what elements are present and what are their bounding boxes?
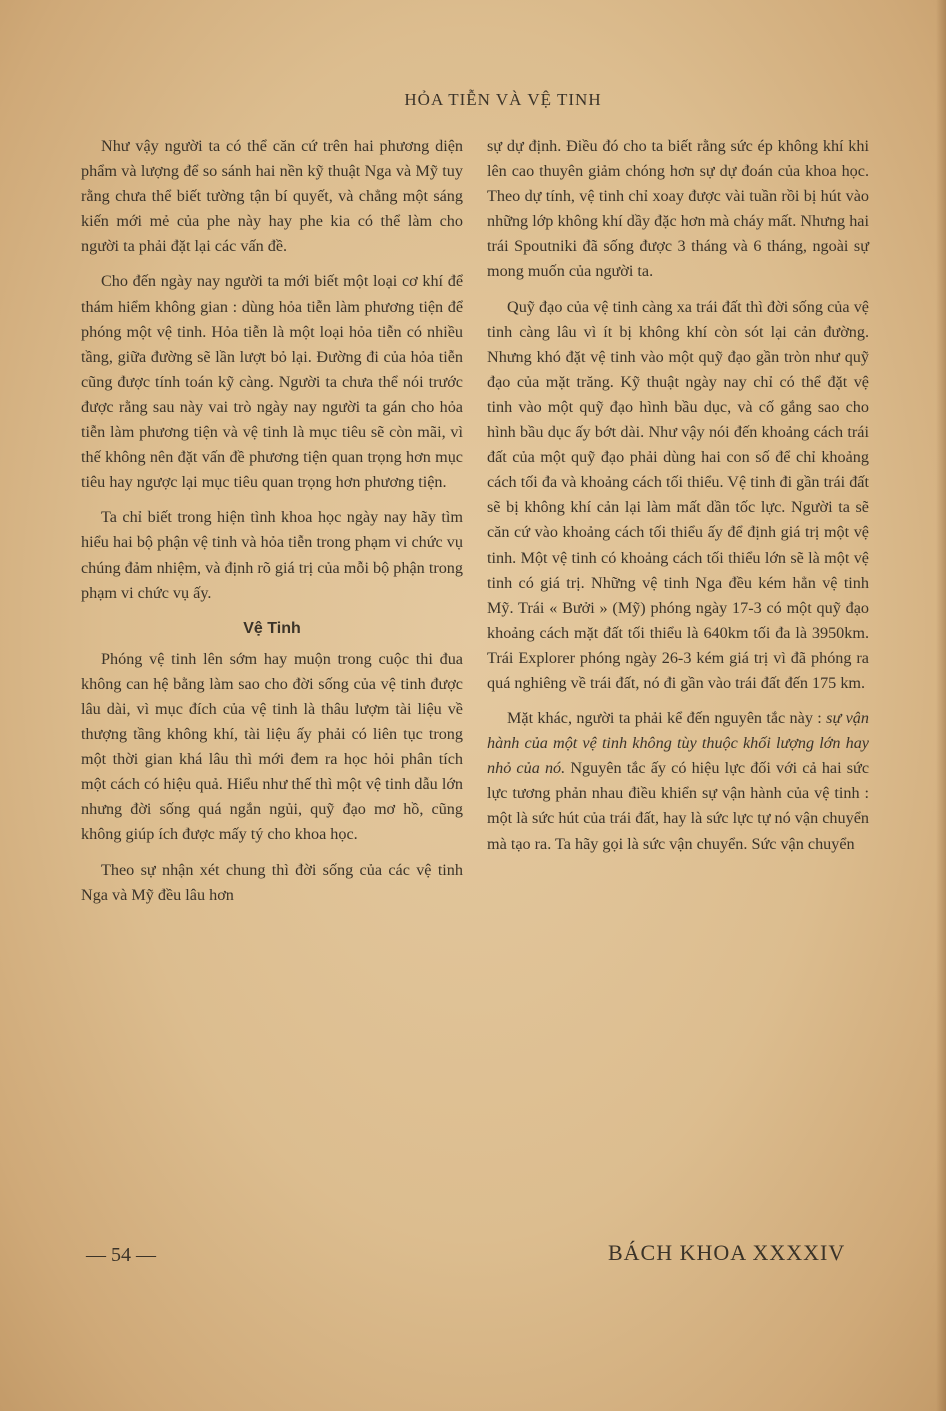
page-edge-shadow xyxy=(936,0,946,1411)
left-paragraph-2: Cho đến ngày nay người ta mới biết một loại cơ khí để thám hiểm không gian : dùng hỏa tiễn làm phương tiện để phóng một vệ tinh. Hỏa tiễn là một loại hỏa tiễn có nhiều tầng, giữa đường sẽ lần lượt bỏ lại. Đường đi của hỏa tiễn cũng được tính toán kỹ càng. Người ta chưa thể nói trước được rằng sau này vai trò ngày nay người ta gán cho hỏa tiễn làm phương tiện và vệ tinh là mục tiêu sẽ còn mãi, vì thế không nên đặt vấn đề phương tiện quan trọng hơn mục tiêu hay ngược lại mục tiêu quan trọng hơn phương tiện. xyxy=(81,272,463,492)
left-paragraph-5: Theo sự nhận xét chung thì đời sống của các vệ tinh Nga và Mỹ đều lâu hơn xyxy=(81,860,463,904)
page-number: — 54 — xyxy=(86,1244,156,1266)
left-paragraph-4: Phóng vệ tinh lên sớm hay muộn trong cuộc thi đua không can hệ bằng làm sao cho đời sống của vệ tinh được lâu dài, vì mục đích của vệ tinh là thâu lượm tài liệu về thượng tầng không khí, tài liệu ấy phải có liên tục trong một thời gian khá lâu thì mới đem ra học hỏi phân tích một cách có hiệu quả. Hiểu như thế thì một vệ tinh dẫu lớn nhưng đời sống quá ngắn ngủi, quỹ đạo mơ hồ, cũng không giúp ích được mấy tý cho khoa học. xyxy=(81,649,463,844)
running-title: HỎA TIỄN VÀ VỆ TINH xyxy=(404,90,602,109)
principle-intro: Mặt khác, người ta phải kể đến nguyên tắc này : xyxy=(507,709,827,728)
left-paragraph-1: Như vậy người ta có thể căn cứ trên hai phương diện phẩm và lượng để so sánh hai nền kỹ thuật Nga và Mỹ tuy rằng chưa thể biết tường tận bí quyết, và chẳng một sáng kiến mới mẻ của phe này hay phe kia có thể làm cho người ta phải đặt lại các vấn đề. xyxy=(81,137,463,256)
section-title: Vệ Tinh xyxy=(243,619,301,637)
right-paragraph-3 xyxy=(487,706,869,857)
left-column xyxy=(81,134,463,918)
right-paragraph-continued: sự dự định. Điều đó cho ta biết rằng sức ép không khí khi lên cao thuyên giảm chóng hơn sự dự đoán của khoa học. Theo dự tính, vệ tinh chỉ xoay được vài tuần rồi bị hút vào những lớp không khí dầy đặc hơn mà cháy mất. Nhưng hai trái Spoutniki đã sống được 3 tháng và 6 tháng, ngoài sự mong muốn của người ta. xyxy=(487,137,869,281)
magazine-name: BÁCH KHOA XXXXIV xyxy=(608,1240,846,1265)
principle-rest: Nguyên tắc ấy có hiệu lực đối với cả hai sức lực tương phản nhau điều khiển sự vận hành của vệ tinh : một là sức hút của trái đất, hay là sức lực tự nó vận chuyển mà tạo ra. Ta hãy gọi là sức vận chuyển. Sức vận chuyển xyxy=(487,759,869,853)
right-paragraph-2: Quỹ đạo của vệ tinh càng xa trái đất thì đời sống của vệ tinh càng lâu vì ít bị không khí còn sót lại cản đường. Nhưng khó đặt vệ tinh vào một quỹ đạo gần tròn như quỹ đạo của mặt trăng. Kỹ thuật ngày nay chỉ có thể đặt vệ tinh vào một quỹ đạo hình bầu dục, và cố gắng sao cho hình bầu dục ấy bớt dài. Như vậy nói đến khoảng cách trái đất của một quỹ đạo phải dùng hai con số để chỉ khoảng cách tối đa và khoảng cách tối thiểu. Vệ tinh đi gần trái đất sẽ bị không khí cản lại làm mất dần tốc lực. Người ta sẽ căn cứ vào khoảng cách tối thiểu ấy để định giá trị một vệ tinh. Một vệ tinh có khoảng cách tối thiểu lớn sẽ là một vệ tinh có giá trị. Những vệ tinh Nga đều kém hẳn vệ tinh Mỹ. Trái « Bưởi » (Mỹ) phóng ngày 17-3 có một quỹ đạo khoảng cách mặt đất tối thiểu là 640km tối đa là 3950km. Trái Explorer phóng ngày 26-3 kém giá trị vì đã phóng ra quá nghiêng về trái đất, nó đi gần vào trái đất đến 175 km. xyxy=(487,297,869,692)
left-paragraph-3: Ta chỉ biết trong hiện tình khoa học ngày nay hãy tìm hiểu hai bộ phận vệ tinh và hỏa tiễn trong phạm vi chức vụ chúng đảm nhiệm, và định rõ giá trị của mỗi bộ phận trong phạm vi chức vụ ấy. xyxy=(81,508,463,602)
right-column xyxy=(487,134,869,867)
principle-italic: sự vận hành của một vệ tinh không tùy thuộc khối lượng lớn hay nhỏ của nó. xyxy=(487,709,869,778)
